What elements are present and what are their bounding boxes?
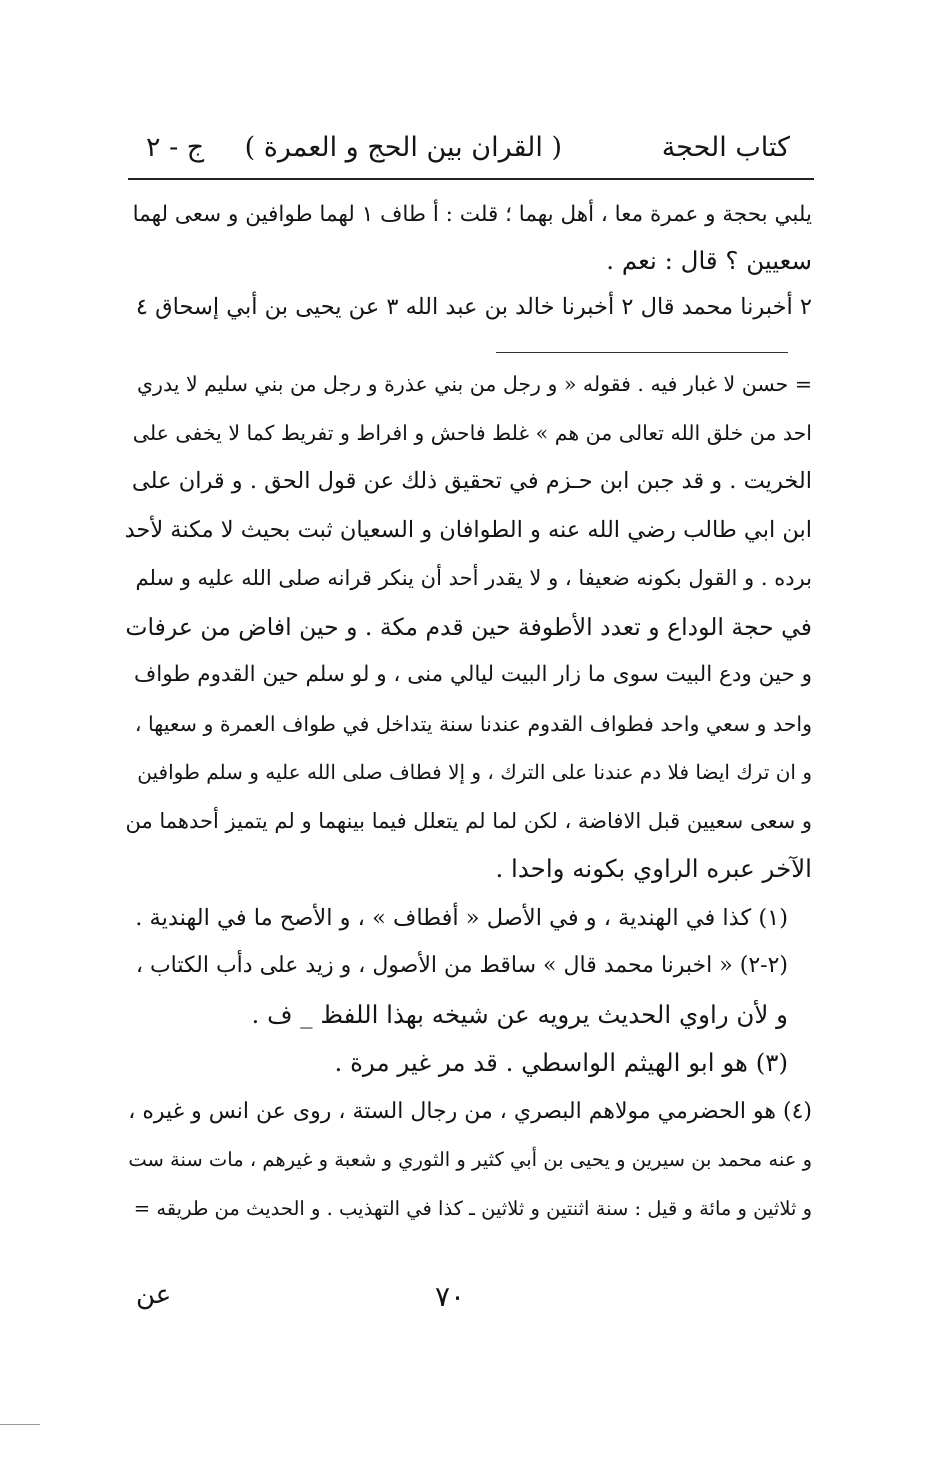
footnote-text: و عنه محمد بن سيرين و يحيى بن أبي كثير و الثوري و شعبة و غيرهم ، مات سنة ست	[128, 1148, 812, 1171]
note-line: الخريت . و قد جبن ابن حـزم في تحقيق ذلك عن قول الحق . و قران على	[131, 468, 812, 494]
book-title: كتاب الحجة	[661, 132, 790, 163]
footnote-text: هو ابو الهيثم الواسطي . قد مر غير مرة .	[334, 1048, 748, 1077]
chapter-title: ( القران بين الحج و العمرة )	[244, 132, 562, 163]
footnote-text: كذا في الهندية ، و في الأصل « أفطاف » ، و الأصح ما في الهندية .	[135, 904, 752, 931]
note-line: الآخر عبره الراوي بكونه واحدا .	[495, 854, 812, 883]
footnote-marker: (٢-٢)	[739, 953, 788, 978]
footnote-marker: (٣)	[755, 1048, 788, 1077]
running-header	[128, 128, 790, 176]
footnote-marker: (١)	[758, 904, 788, 931]
note-line: برده . و القول بكونه ضعيفا ، و لا يقدر أحد أن ينكر قرانه صلى الله عليه و سلم	[135, 566, 812, 590]
page-number: ٧٠	[434, 1280, 466, 1313]
note-line: في حجة الوداع و تعدد الأطوفة حين قدم مكة . و حين افاض من عرفات	[125, 612, 812, 641]
footnote-text: « اخبرنا محمد قال » ساقط من الأصول ، و زيد على دأب الكتاب ،	[135, 953, 733, 978]
footnote-separator	[496, 352, 788, 353]
footnote-3	[126, 1039, 812, 1088]
catchword: عن	[136, 1280, 172, 1310]
header-rule	[128, 178, 814, 180]
main-text-line: ٢ أخبرنا محمد قال ٢ أخبرنا خالد بن عبد الله ٣ عن يحيى بن أبي إسحاق ٤	[135, 294, 812, 320]
footnote-marker: (٤)	[782, 1098, 812, 1124]
footnote-2	[126, 942, 812, 991]
commentary-notes	[126, 360, 812, 1233]
footnote-text: و ثلاثين و مائة و قيل : سنة اثنتين و ثلاثين ـ كذا في التهذيب . و الحديث من طريقه =	[133, 1196, 812, 1220]
note-line: ابن ابي طالب رضي الله عنه و الطوافان و السعيان ثبت بحيث لا مكنة لأحد	[124, 516, 812, 543]
footnote-4	[126, 1088, 812, 1137]
footnote-text: هو الحضرمي مولاهم البصري ، من رجال الستة ، روى عن انس و غيره ،	[128, 1098, 776, 1124]
note-line: واحد و سعي واحد فطواف القدوم عندنا سنة يتداخل في طواف العمرة و سعيها ،	[134, 711, 812, 736]
main-text-line: يلبي بحجة و عمرة معا ، أهل بهما ؛ قلت : أ طاف ١ لهما طوافين و سعى لهما	[132, 202, 812, 227]
main-text	[126, 192, 812, 330]
note-line: و حين ودع البيت سوى ما زار البيت ليالي منى ، و لو سلم حين القدوم طواف	[133, 662, 812, 687]
main-text-line: سعيين ؟ قال : نعم .	[606, 246, 812, 275]
note-line: و ان ترك ايضا فلا دم عندنا على الترك ، و إلا فطاف صلى الله عليه و سلم طوافين	[137, 760, 812, 784]
note-line: و سعى سعيين قبل الافاضة ، لكن لما لم يتعلل فيما بينهما و لم يتميز أحدهما من	[125, 808, 812, 833]
footnote-text: و لأن راوي الحديث يرويه عن شيخه بهذا اللفظ _ ف .	[251, 999, 788, 1029]
scan-edge-mark	[0, 1424, 40, 1425]
footnote-1	[126, 894, 812, 943]
volume-number: ج - ٢	[146, 132, 205, 163]
note-line: = حسن لا غبار فيه . فقوله « و رجل من بني عذرة و رجل من بني سليم لا يدري	[137, 372, 812, 396]
note-line: احد من خلق الله تعالى من هم » غلط فاحش و افراط و تفريط كما لا يخفى على	[132, 420, 812, 445]
